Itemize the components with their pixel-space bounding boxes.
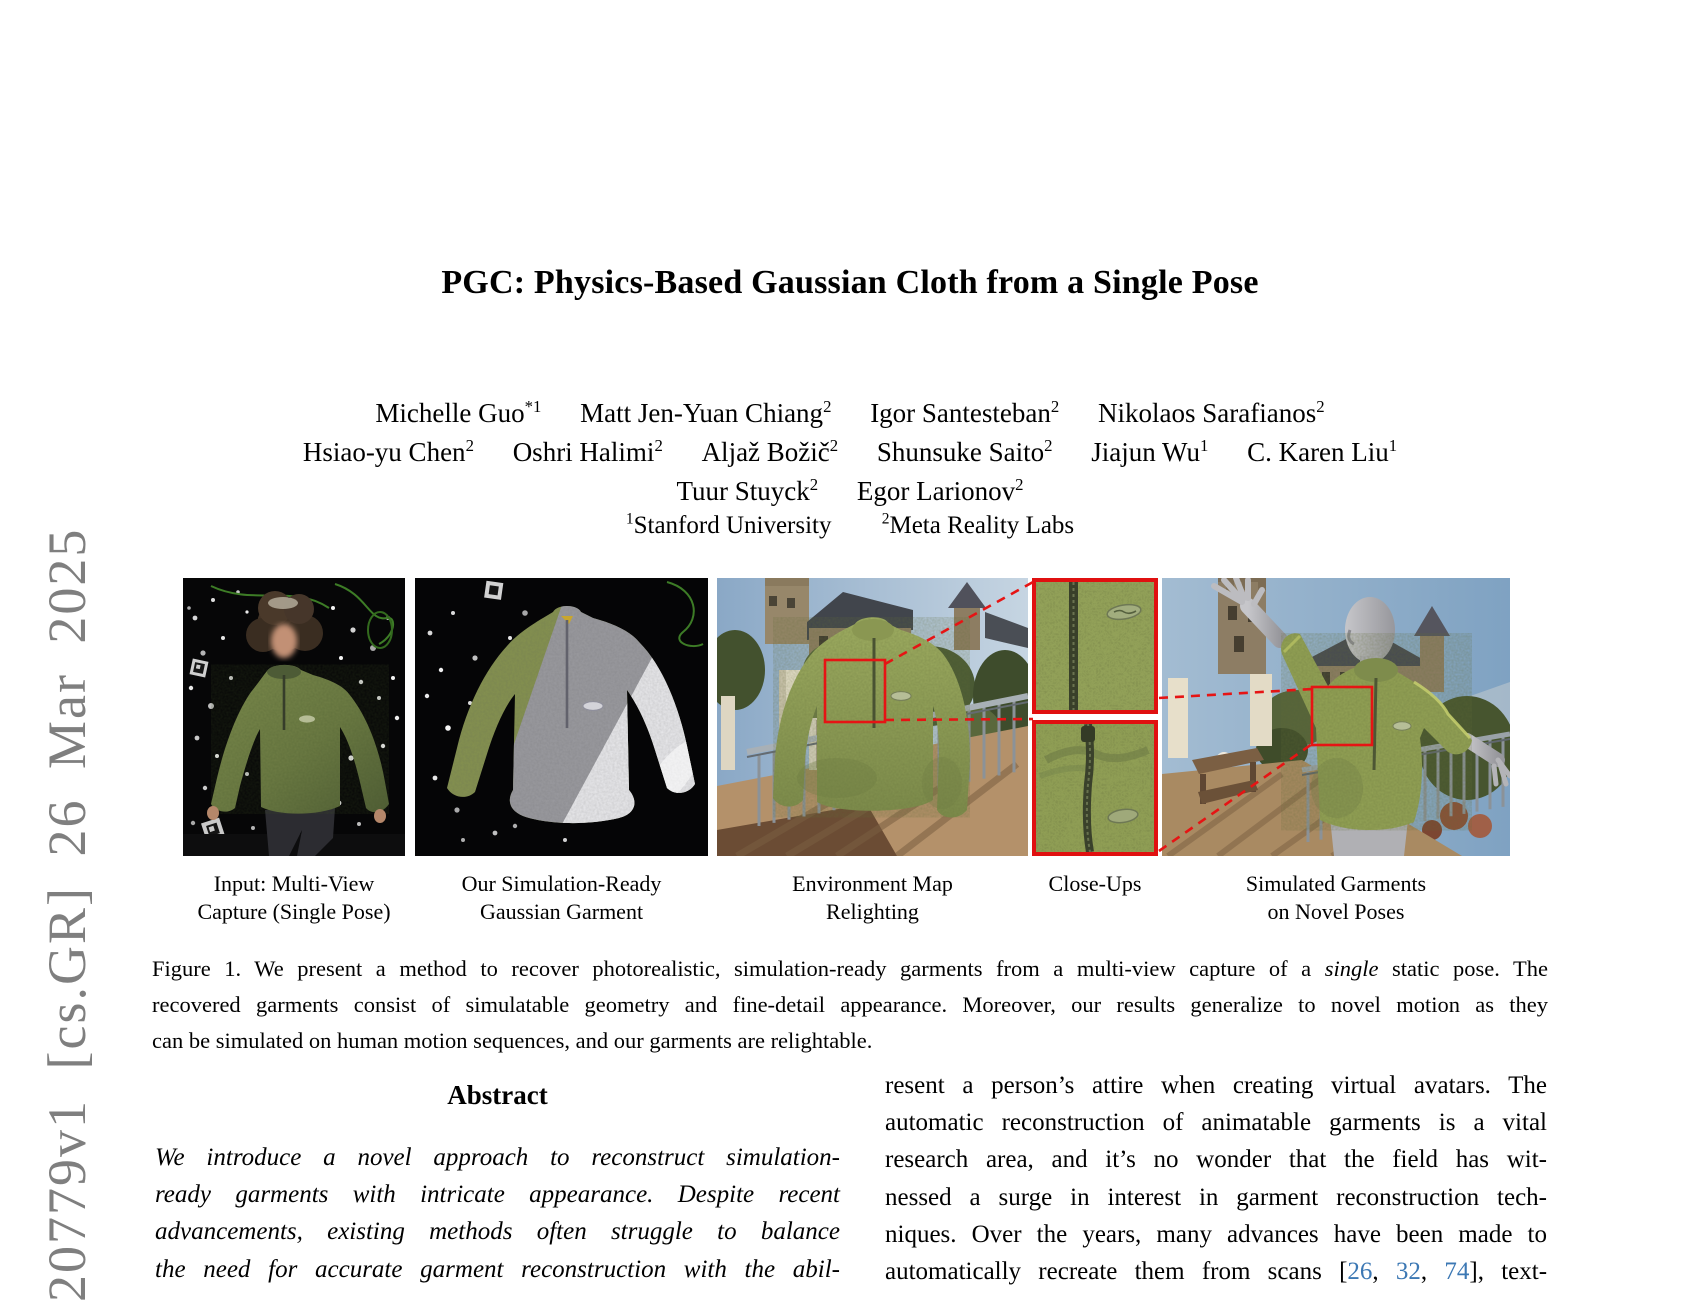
pillar [721, 696, 735, 770]
panel-caption: Close-Ups [1048, 871, 1142, 896]
figure-caption-line: Figure 1. We present a method to recover photorealistic, simulation-ready garments from a multi-view capture of a single static pose. The [152, 956, 1548, 981]
studio-light-dot [563, 838, 567, 842]
figure-label: Figure 1. [152, 956, 242, 981]
panel-novel-poses [1162, 578, 1510, 856]
abstract-heading: Abstract [447, 1080, 548, 1110]
studio-light-dot [200, 650, 205, 655]
studio-light-dot [381, 744, 385, 748]
author: Egor Larionov$^2$ [856, 475, 1024, 506]
affiliation: $^1$Stanford University [625, 510, 832, 539]
studio-light-dot [245, 610, 248, 613]
citation-link[interactable]: 26 [1347, 1258, 1373, 1286]
author-affil-mark: 2 [1015, 475, 1024, 494]
author: Oshri Halimi$^2$ [512, 436, 663, 467]
studio-light-dot [508, 636, 512, 640]
panel-caption: Input: Multi-View Capture (Single Pose) [197, 871, 391, 924]
fleece-logo-patch [299, 715, 315, 722]
studio-light-dot [428, 631, 433, 636]
studio-light-dot [391, 676, 395, 680]
studio-light-dot [350, 627, 355, 632]
studio-light-dot [245, 772, 249, 776]
abstract-line: advancements, existing methods often struggle to balance [155, 1218, 840, 1246]
studio-light-dot [513, 824, 517, 828]
author: Jiajun Wu$^1$ [1091, 436, 1209, 467]
paper-title: PGC: Physics-Based Gaussian Cloth from a Single Pose [441, 264, 1259, 301]
studio-light-dot [445, 725, 451, 731]
headband [268, 597, 298, 609]
affiliations [150, 512, 1550, 540]
author: Matt Jen-Yuan Chiang$^2$ [580, 397, 832, 428]
panel-gaussian-garment [415, 578, 708, 856]
studio-light-dot [433, 776, 438, 781]
studio-light-dot [331, 606, 335, 610]
panel-environment-relighting [717, 578, 1028, 856]
panel-closeups [1032, 578, 1158, 856]
person-hand [207, 806, 219, 820]
body-line: resent a person’s attire when creating virtual avatars. The [885, 1072, 1547, 1099]
collar [852, 619, 894, 641]
author-row-2 [150, 433, 1550, 472]
studio-light-dot [211, 598, 215, 602]
panel-caption-row [183, 870, 1510, 926]
studio-light-dot [461, 838, 465, 842]
panel-caption: Simulated Garments on Novel Poses [1245, 871, 1427, 924]
studio-light-dot [425, 694, 429, 698]
logo-patch [891, 692, 911, 701]
fiducial-marker [484, 581, 503, 600]
fleece-texture [1036, 582, 1154, 710]
figure-caption-line: can be simulated on human motion sequences, and our garments are relightable. [152, 1028, 873, 1053]
person-hand [374, 809, 386, 823]
logo-patch [1393, 722, 1411, 730]
author: Nikolaos Sarafianos$^2$ [1098, 397, 1325, 428]
body-line: automatically recreate them from scans [26, 32, 74], text- [885, 1258, 1548, 1286]
abstract-text [155, 1139, 840, 1288]
author-affil-mark: 2 [654, 436, 663, 455]
studio-light-dot [377, 696, 381, 700]
author-affil-mark: 2 [829, 436, 839, 455]
studio-light-dot [195, 736, 200, 741]
author: C. Karen Liu$^1$ [1247, 436, 1398, 467]
studio-light-dot [215, 754, 219, 758]
studio-light-dot [187, 606, 191, 610]
figure-caption-line: recovered garments consist of simulatable geometry and fine-detail appearance. Moreover, our results generalize to novel motion as they [152, 992, 1548, 1017]
author-affil-mark: 2 [465, 436, 474, 455]
studio-light-dot [203, 786, 207, 790]
abstract-line: ready garments with intricate appearance. Despite recent [155, 1181, 840, 1209]
body-line: nessed a surge in interest in garment reconstruction tech- [885, 1183, 1547, 1211]
author: Aljaž Božič$^2$ [701, 436, 839, 467]
studio-light-dot [439, 668, 443, 672]
pillar [1250, 674, 1272, 746]
closeup-bottom [1032, 720, 1158, 856]
fiducial-marker [190, 659, 209, 678]
figure-1-image-strip [183, 578, 1510, 856]
abstract-line: We introduce a novel approach to reconstruct simulation- [155, 1144, 840, 1171]
affil-mark: 1 [625, 510, 634, 528]
citation-link[interactable]: 74 [1444, 1258, 1470, 1286]
citation-link[interactable]: 32 [1395, 1258, 1421, 1286]
studio-light-dot [454, 807, 459, 812]
fleece-texture [1036, 724, 1154, 852]
studio-light-dot [522, 610, 528, 616]
studio-light-dot [208, 703, 214, 709]
author-affil-mark: 2 [1316, 397, 1325, 416]
studio-light-dot [221, 636, 225, 640]
author-affil-mark: *1 [524, 397, 542, 416]
panel-gap [405, 578, 415, 856]
affiliation: $^2$Meta Reality Labs [881, 510, 1075, 539]
studio-light-dot [451, 611, 455, 615]
studio-light-dot [472, 655, 477, 660]
studio-light-dot [395, 716, 399, 720]
author-affil-mark: 2 [1044, 436, 1053, 455]
closeup-top [1032, 578, 1158, 714]
studio-light-dot [359, 680, 363, 684]
studio-light-dot [339, 656, 343, 660]
author: Shunsuke Saito$^2$ [876, 436, 1053, 467]
author-affil-mark: 1 [1388, 436, 1398, 455]
author-affil-mark: 2 [1050, 397, 1060, 416]
author-affil-mark: 2 [823, 397, 832, 416]
studio-light-dot [493, 831, 498, 836]
pillar [1168, 678, 1188, 758]
author-row-1 [150, 394, 1550, 433]
author: Igor Santesteban$^2$ [870, 397, 1060, 428]
affil-mark: 2 [881, 510, 890, 528]
studio-light-dot [193, 616, 198, 621]
zipper-pull [1081, 726, 1095, 742]
author-row-3 [150, 472, 1550, 511]
author-list [150, 394, 1550, 511]
abstract-line: the need for accurate garment reconstruction with the abil- [155, 1255, 840, 1283]
studio-light-dot [348, 755, 353, 760]
author: Michelle Guo$^{*1}$ [375, 397, 542, 428]
panel-caption: Environment Map Relighting [792, 871, 953, 924]
figure-1-caption [152, 951, 1548, 1059]
studio-light-dot [357, 822, 361, 826]
panel-caption: Our Simulation-Ready Gaussian Garment [461, 871, 662, 924]
introduction-text [885, 1067, 1547, 1290]
body-line: research area, and it’s no wonder that the field has wit- [885, 1146, 1547, 1174]
person-face-blurred [271, 624, 297, 658]
author: Tuur Stuyck$^2$ [676, 475, 819, 506]
studio-light-dot [229, 676, 233, 680]
arxiv-stamp: 20779v1 [cs.GR] 26 Mar 2025 [37, 527, 97, 1302]
studio-light-dot [191, 821, 195, 825]
body-line: niques. Over the years, many advances have been made to [885, 1220, 1547, 1248]
studio-light-dot [189, 686, 193, 690]
author-affil-mark: 1 [1199, 436, 1209, 455]
author-affil-mark: 2 [809, 475, 819, 494]
studio-light-dot [251, 826, 255, 830]
mannequin-head [1345, 597, 1395, 663]
panel-gap [708, 578, 717, 856]
zipper [1374, 678, 1376, 770]
body-line: automatic reconstruction of animatable garments is a vital [885, 1109, 1547, 1137]
garment-logo-patch [583, 702, 603, 711]
author: Hsiao-yu Chen$^2$ [302, 436, 474, 467]
panel-multiview-capture [183, 578, 405, 856]
